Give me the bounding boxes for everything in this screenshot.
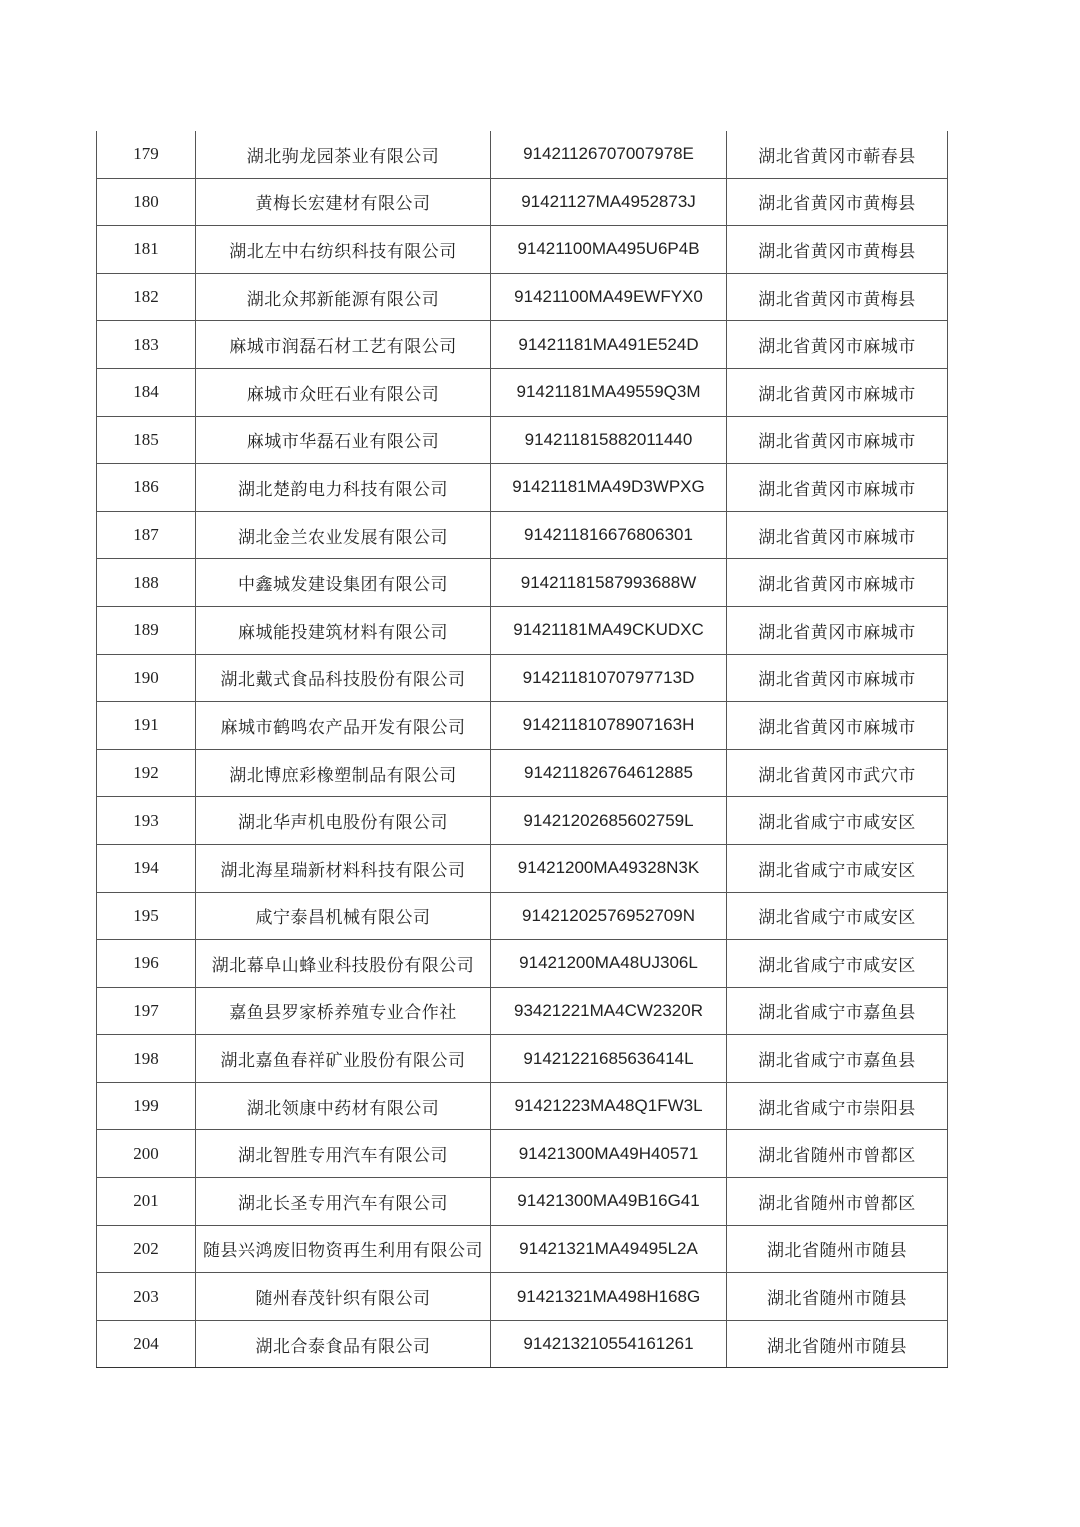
- region-cell: 湖北省黄冈市麻城市: [727, 464, 948, 512]
- region-cell: 湖北省咸宁市咸安区: [727, 940, 948, 988]
- row-number-cell: 201: [97, 1178, 196, 1226]
- region-cell: 湖北省黄冈市武穴市: [727, 749, 948, 797]
- table-row: [97, 987, 948, 1035]
- region-cell: 湖北省黄冈市黄梅县: [727, 273, 948, 321]
- credit-code-cell: 91421300MA49B16G41: [491, 1178, 727, 1226]
- row-number-cell: 194: [97, 844, 196, 892]
- row-number-cell: 181: [97, 226, 196, 274]
- company-name-cell: 麻城市鹤鸣农产品开发有限公司: [196, 702, 491, 750]
- region-cell: 湖北省黄冈市麻城市: [727, 559, 948, 607]
- region-cell: 湖北省黄冈市黄梅县: [727, 226, 948, 274]
- table-row: [97, 1178, 948, 1226]
- company-name-cell: 湖北嘉鱼春祥矿业股份有限公司: [196, 1035, 491, 1083]
- credit-code-cell: 91421200MA49328N3K: [491, 844, 727, 892]
- table-row: [97, 368, 948, 416]
- credit-code-cell: 91421127MA4952873J: [491, 178, 727, 226]
- row-number-cell: 186: [97, 464, 196, 512]
- table-row: [97, 416, 948, 464]
- region-cell: 湖北省黄冈市麻城市: [727, 368, 948, 416]
- company-name-cell: 湖北智胜专用汽车有限公司: [196, 1130, 491, 1178]
- region-cell: 湖北省黄冈市麻城市: [727, 654, 948, 702]
- region-cell: 湖北省黄冈市麻城市: [727, 702, 948, 750]
- company-name-cell: 湖北合泰食品有限公司: [196, 1320, 491, 1368]
- row-number-cell: 190: [97, 654, 196, 702]
- table-row: [97, 131, 948, 178]
- table-row: [97, 321, 948, 369]
- row-number-cell: 203: [97, 1273, 196, 1321]
- row-number-cell: 182: [97, 273, 196, 321]
- region-cell: 湖北省黄冈市麻城市: [727, 606, 948, 654]
- region-cell: 湖北省咸宁市咸安区: [727, 892, 948, 940]
- credit-code-cell: 91421181MA491E524D: [491, 321, 727, 369]
- row-number-cell: 197: [97, 987, 196, 1035]
- region-cell: 湖北省咸宁市嘉鱼县: [727, 987, 948, 1035]
- region-cell: 湖北省黄冈市黄梅县: [727, 178, 948, 226]
- table-row: [97, 511, 948, 559]
- table-row: [97, 1130, 948, 1178]
- table-row: [97, 654, 948, 702]
- credit-code-cell: 91421181MA49559Q3M: [491, 368, 727, 416]
- table-row: [97, 702, 948, 750]
- credit-code-cell: 91421181MA49D3WPXG: [491, 464, 727, 512]
- company-name-cell: 湖北博庶彩橡塑制品有限公司: [196, 749, 491, 797]
- company-name-cell: 湖北驹龙园茶业有限公司: [196, 131, 491, 178]
- company-name-cell: 湖北金兰农业发展有限公司: [196, 511, 491, 559]
- row-number-cell: 195: [97, 892, 196, 940]
- credit-code-cell: 91421100MA495U6P4B: [491, 226, 727, 274]
- credit-code-cell: 914213210554161261: [491, 1320, 727, 1368]
- company-name-cell: 湖北戴式食品科技股份有限公司: [196, 654, 491, 702]
- row-number-cell: 185: [97, 416, 196, 464]
- credit-code-cell: 93421221MA4CW2320R: [491, 987, 727, 1035]
- region-cell: 湖北省随州市随县: [727, 1225, 948, 1273]
- company-name-cell: 麻城能投建筑材料有限公司: [196, 606, 491, 654]
- company-name-cell: 湖北左中右纺织科技有限公司: [196, 226, 491, 274]
- company-name-cell: 中鑫城发建设集团有限公司: [196, 559, 491, 607]
- region-cell: 湖北省黄冈市麻城市: [727, 416, 948, 464]
- credit-code-cell: 91421181070797713D: [491, 654, 727, 702]
- company-name-cell: 麻城市润磊石材工艺有限公司: [196, 321, 491, 369]
- credit-code-cell: 91421181078907163H: [491, 702, 727, 750]
- table-row: [97, 606, 948, 654]
- row-number-cell: 193: [97, 797, 196, 845]
- credit-code-cell: 91421126707007978E: [491, 131, 727, 178]
- company-name-cell: 湖北海星瑞新材料科技有限公司: [196, 844, 491, 892]
- company-name-cell: 湖北长圣专用汽车有限公司: [196, 1178, 491, 1226]
- row-number-cell: 180: [97, 178, 196, 226]
- region-cell: 湖北省随州市随县: [727, 1273, 948, 1321]
- row-number-cell: 183: [97, 321, 196, 369]
- company-name-cell: 湖北华声机电股份有限公司: [196, 797, 491, 845]
- region-cell: 湖北省随州市随县: [727, 1320, 948, 1368]
- table-row: [97, 559, 948, 607]
- region-cell: 湖北省随州市曾都区: [727, 1178, 948, 1226]
- company-list-table: [96, 131, 948, 1368]
- region-cell: 湖北省黄冈市蕲春县: [727, 131, 948, 178]
- row-number-cell: 191: [97, 702, 196, 750]
- company-name-cell: 随县兴鸿废旧物资再生利用有限公司: [196, 1225, 491, 1273]
- row-number-cell: 192: [97, 749, 196, 797]
- table-row: [97, 1320, 948, 1368]
- table-row: [97, 940, 948, 988]
- table-row: [97, 892, 948, 940]
- credit-code-cell: 91421321MA49495L2A: [491, 1225, 727, 1273]
- credit-code-cell: 9142122168563641​4L: [491, 1035, 727, 1083]
- table-row: [97, 1225, 948, 1273]
- region-cell: 湖北省咸宁市咸安区: [727, 797, 948, 845]
- region-cell: 湖北省咸宁市嘉鱼县: [727, 1035, 948, 1083]
- credit-code-cell: 914211826764612885: [491, 749, 727, 797]
- company-name-cell: 湖北领康中药材有限公司: [196, 1082, 491, 1130]
- company-name-cell: 麻城市众旺石业有限公司: [196, 368, 491, 416]
- company-name-cell: 咸宁泰昌机械有限公司: [196, 892, 491, 940]
- row-number-cell: 198: [97, 1035, 196, 1083]
- region-cell: 湖北省咸宁市咸安区: [727, 844, 948, 892]
- table-body: [97, 131, 948, 1368]
- credit-code-cell: 91421202685602759L: [491, 797, 727, 845]
- table-row: [97, 226, 948, 274]
- credit-code-cell: 91421200MA48UJ306L: [491, 940, 727, 988]
- row-number-cell: 184: [97, 368, 196, 416]
- table-row: [97, 464, 948, 512]
- row-number-cell: 187: [97, 511, 196, 559]
- row-number-cell: 202: [97, 1225, 196, 1273]
- row-number-cell: 189: [97, 606, 196, 654]
- table-row: [97, 749, 948, 797]
- table-row: [97, 797, 948, 845]
- table-row: [97, 1035, 948, 1083]
- credit-code-cell: 91421223MA48Q1FW3L: [491, 1082, 727, 1130]
- company-name-cell: 麻城市华磊石业有限公司: [196, 416, 491, 464]
- table-row: [97, 178, 948, 226]
- row-number-cell: 196: [97, 940, 196, 988]
- table-row: [97, 844, 948, 892]
- company-name-cell: 黄梅长宏建材有限公司: [196, 178, 491, 226]
- region-cell: 湖北省黄冈市麻城市: [727, 511, 948, 559]
- table-row: [97, 273, 948, 321]
- company-name-cell: 湖北楚韵电力科技有限公司: [196, 464, 491, 512]
- region-cell: 湖北省咸宁市崇阳县: [727, 1082, 948, 1130]
- row-number-cell: 200: [97, 1130, 196, 1178]
- credit-code-cell: 914211815882011440: [491, 416, 727, 464]
- region-cell: 湖北省黄冈市麻城市: [727, 321, 948, 369]
- row-number-cell: 188: [97, 559, 196, 607]
- credit-code-cell: 91421321MA498H168G: [491, 1273, 727, 1321]
- credit-code-cell: 914211816676806301: [491, 511, 727, 559]
- credit-code-cell: 91421181MA49CKUDXC: [491, 606, 727, 654]
- credit-code-cell: 91421300MA49H40571: [491, 1130, 727, 1178]
- row-number-cell: 199: [97, 1082, 196, 1130]
- company-name-cell: 随州春茂针织有限公司: [196, 1273, 491, 1321]
- credit-code-cell: 91421181587993688W: [491, 559, 727, 607]
- row-number-cell: 204: [97, 1320, 196, 1368]
- table-row: [97, 1082, 948, 1130]
- company-name-cell: 湖北众邦新能源有限公司: [196, 273, 491, 321]
- table-row: [97, 1273, 948, 1321]
- row-number-cell: 179: [97, 131, 196, 178]
- company-name-cell: 湖北幕阜山蜂业科技股份有限公司: [196, 940, 491, 988]
- company-name-cell: 嘉鱼县罗家桥养殖专业合作社: [196, 987, 491, 1035]
- credit-code-cell: 91421202576952709N: [491, 892, 727, 940]
- credit-code-cell: 91421100MA49EWFYX0: [491, 273, 727, 321]
- region-cell: 湖北省随州市曾都区: [727, 1130, 948, 1178]
